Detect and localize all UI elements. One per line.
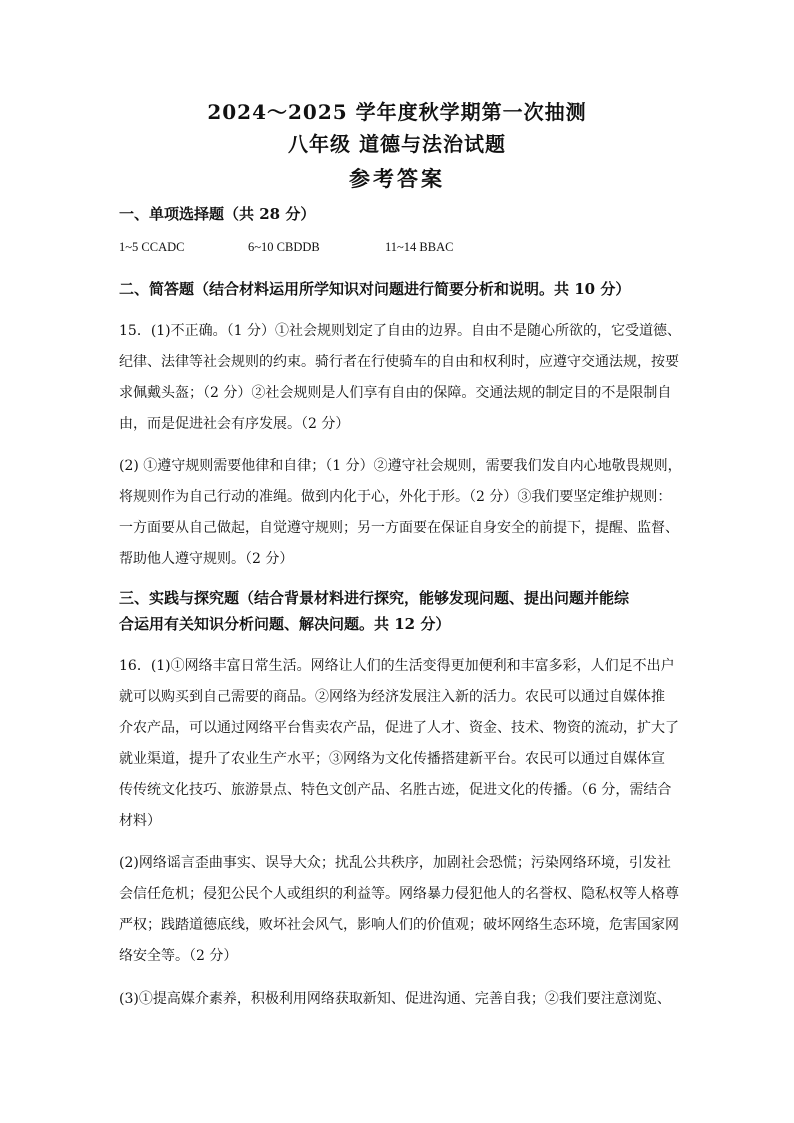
q15-part2-line: (2) ①遵守规则需要他律和自律；（1 分）②遵守社会规则，需要我们发自内心地敬畏规则， [119,458,682,474]
q15-part2-line: 帮助他人遵守规则。（2 分） [119,551,294,567]
exam-subject-title: 八年级 道德与法治试题 [288,132,506,156]
q16-part2-line: 络安全等。（2 分） [119,948,238,964]
q15-part1-line: 纪律、法律等社会规则的约束。骑行者在行使骑车的自由和权利时，应遵守交通法规，按要 [119,354,679,370]
q16-part1-line: 材料） [119,813,161,829]
q16-part2-line: 会信任危机；侵犯公民个人或组织的利益等。网络暴力侵犯他人的名誉权、隐私权等人格尊 [119,886,679,902]
q15-part1-line: 由，而是促进社会有序发展。（2 分） [119,416,350,432]
q16-part1-line: 传传统文化技巧、旅游景点、特色文创产品、名胜古迹，促进文化的传播。（6 分，需结合 [119,782,672,798]
section3-heading: 合运用有关知识分析问题、解决问题。共 12 分） [119,615,451,633]
q15-part2-line: 将规则作为自己行动的准绳。做到内化于心，外化于形。（2 分）③我们要坚定维护规则： [119,489,672,505]
q16-part1-line: 16．(1)①网络丰富日常生活。网络让人们的生活变得更加便利和丰富多彩，人们足不出户 [119,658,675,674]
mc-answers-1-5: 1~5 CCADC [119,240,185,254]
section1-heading: 一、单项选择题（共 28 分） [119,205,316,223]
q16-part3-line: (3)①提高媒介素养，积极利用网络获取新知、促进沟通、完善自我；②我们要注意浏览、 [119,991,671,1007]
q16-part2-line: (2)网络谣言歪曲事实、误导大众；扰乱公共秩序，加剧社会恐慌；污染网络环境，引发社 [119,855,671,871]
q15-part2-line: 一方面要从自己做起，自觉遵守规则；另一方面要在保证自身安全的前提下，提醒、监督、 [119,520,679,536]
q16-part1-line: 介农产品，可以通过网络平台售卖农产品，促进了人才、资金、技术、物资的流动，扩大了 [119,720,679,736]
section2-heading: 二、简答题（结合材料运用所学知识对问题进行简要分析和说明。共 10 分） [119,280,631,298]
mc-answers-6-10: 6~10 CBDDB [248,240,320,254]
section3-heading: 三、实践与探究题（结合背景材料进行探究，能够发现问题、提出问题并能综 [119,589,630,607]
q15-part1-line: 求佩戴头盔；（2 分）②社会规则是人们享有自由的保障。交通法规的制定目的不是限制自 [119,385,672,401]
mc-answers-11-14: 11~14 BBAC [385,240,454,254]
answer-key-title: 参考答案 [349,166,445,191]
q16-part1-line: 就业渠道，提升了农业生产水平；③网络为文化传播搭建新平台。农民可以通过自媒体宣 [119,751,665,767]
q16-part2-line: 严权；践踏道德底线，败坏社会风气，影响人们的价值观；破坏网络生态环境，危害国家网 [119,917,679,933]
q15-part1-line: 15．(1)不正确。（1 分）①社会规则划定了自由的边界。自由不是随心所欲的，它受道德、 [119,323,682,339]
exam-term-title: 2024～2025 学年度秋学期第一次抽测 [207,100,587,124]
q16-part1-line: 就可以购买到自己需要的商品。②网络为经济发展注入新的活力。农民可以通过自媒体推 [119,689,665,705]
